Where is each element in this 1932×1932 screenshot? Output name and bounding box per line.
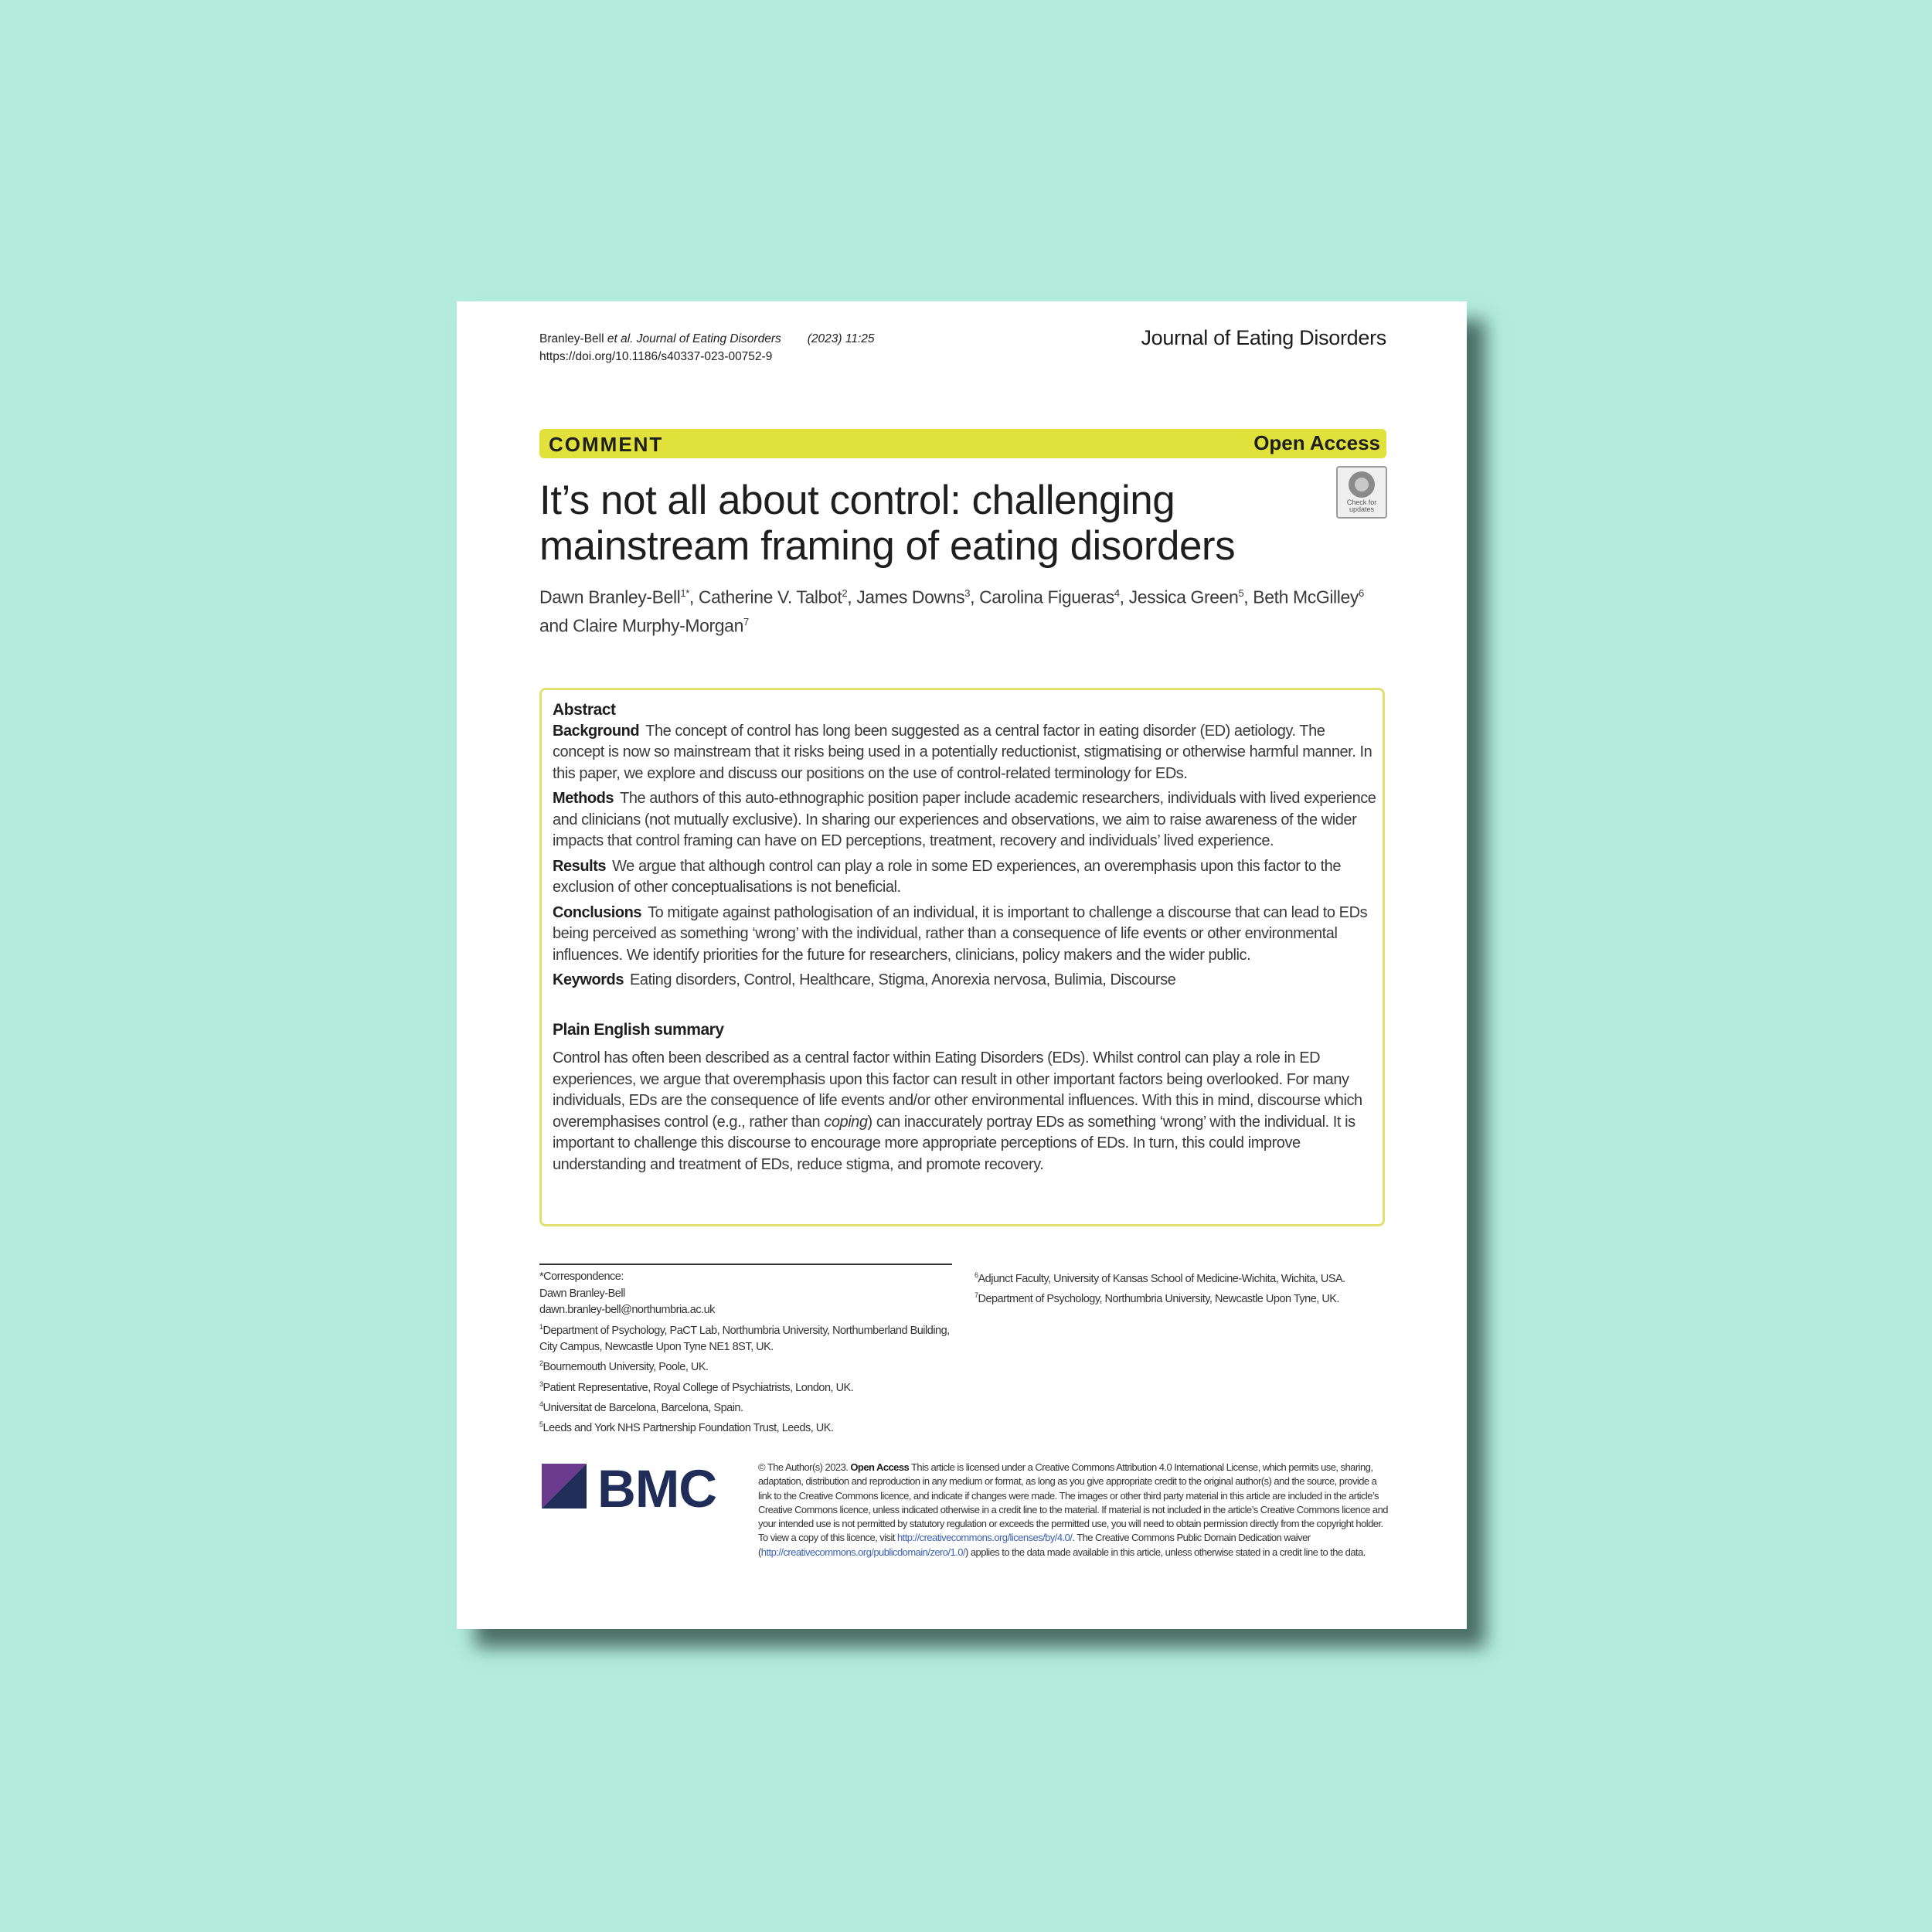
affiliation-item [539,1396,957,1417]
author-name[interactable]: James Downs [856,587,965,607]
open-access-label: Open Access [1253,431,1380,454]
author-affiliation-mark: 4 [1114,587,1120,599]
affiliation-text: Department of Psychology, PaCT Lab, Northumbria University, Northumberland Building, City Campus, Newcastle Upon Tyne NE1 8ST, UK. [539,1324,950,1353]
affiliation-number: 3 [539,1379,543,1388]
affiliation-list-left [539,1319,957,1437]
correspondence-email[interactable]: dawn.branley-bell@northumbria.ac.uk [539,1304,715,1316]
abstract-background: Background The concept of control has long been suggested as a central factor in eating disorder (ED) aetiology. The concept is now so mainstream that it risks being used in a potentially reductionist, stigmatising or otherwise harmful manner. In this paper, we explore and discuss our positions on the use of control-related terminology for EDs. [553,722,1372,782]
correspondence-label: *Correspondence: [539,1270,624,1283]
author-affiliation-mark: 6 [1358,587,1364,599]
footnotes-left [539,1269,957,1437]
bmc-logo [542,1459,733,1519]
author-name[interactable]: Jessica Green [1128,587,1239,607]
affiliation-text: Universitat de Barcelona, Barcelona, Spain. [543,1401,743,1414]
affiliation-text: Patient Representative, Royal College of Psychiatrists, London, UK. [543,1381,854,1394]
affiliation-item [975,1287,1392,1308]
article-type-label: COMMENT [549,433,664,456]
check-for-updates-button[interactable] [1336,466,1387,519]
check-for-updates-text: Check for updates [1346,498,1377,513]
check-for-updates-icon [1349,471,1375,498]
affiliation-number: 7 [975,1291,978,1300]
author-affiliation-mark: 3 [964,587,971,599]
author-affiliation-mark: 1* [680,587,689,599]
paper-page [457,301,1467,1629]
citation-header [539,330,875,366]
affiliation-item [975,1267,1392,1287]
author-name[interactable]: Catherine V. Talbot [698,587,842,607]
public-domain-link[interactable]: http://creativecommons.org/publicdomain/zero/1.0/ [760,1546,966,1558]
license-link[interactable]: http://creativecommons.org/licenses/by/4.0/ [896,1532,1073,1544]
affiliation-text: Bournemouth University, Poole, UK. [543,1361,709,1374]
author-name[interactable]: Beth McGilley [1253,587,1359,607]
affiliation-number: 2 [539,1359,543,1368]
abstract-results: Results We argue that although control can play a role in some ED experiences, an overemphasis upon this factor to the exclusion of other conceptualisations is not beneficial. [553,857,1342,896]
affiliation-text: Leeds and York NHS Partnership Foundation Trust, Leeds, UK. [543,1422,834,1435]
correspondence-name: Dawn Branley-Bell [539,1287,625,1300]
bmc-logo-text: BMC [597,1459,717,1519]
author-affiliation-mark: 7 [743,615,749,628]
plain-english-summary: Control has often been described as a central factor within Eating Disorders (EDs). Whilst control can play a role in ED experiences, we argue that overemphasis upon this factor can result in other important factors being overlooked. For many individuals, EDs are the consequence of life events and/or other environmental influences. With this in mind, discourse which overemphasises control (e.g., rather than coping) can inaccurately portray EDs as something ‘wrong’ with the individual. It is important to challenge this discourse to encourage more appropriate perceptions of EDs. In turn, this could improve understanding and treatment of EDs, reduce stigma, and promote recovery. [553,1049,1362,1173]
affiliation-item [539,1376,957,1396]
footnote-divider [539,1264,952,1265]
bmc-logo-mark [542,1464,587,1509]
author-name[interactable]: Carolina Figueras [979,587,1114,607]
author-affiliation-mark: 2 [842,587,848,599]
author-list: Dawn Branley-Bell$^{1*}$, Catherine V. Talbot$^2$, James Downs$^3$, Carolina Figueras$^4$, Jessica Green$^5$, Beth McGilley$^6$ and Claire Murphy-Morgan$^7$ [539,587,1364,636]
affiliation-number: 5 [539,1420,543,1429]
abstract-keywords: Keywords Eating disorders, Control, Healthcare, Stigma, Anorexia nervosa, Bulimia, Discourse [553,971,1176,988]
article-type-banner [539,429,1386,458]
affiliation-number: 6 [975,1271,978,1279]
plain-english-heading: Plain English summary [553,1020,724,1039]
article-title: It’s not all about control: challenging mainstream framing of eating disorders [539,478,1236,569]
affiliation-number: 1 [539,1322,543,1331]
affiliation-text: Adjunct Faculty, University of Kansas School of Medicine-Wichita, Wichita, USA. [978,1272,1345,1285]
abstract-box [539,688,1385,1226]
affiliation-number: 4 [539,1400,543,1408]
affiliation-item [539,1319,957,1356]
doi-link[interactable]: https://doi.org/10.1186/s40337-023-00752-9 [539,350,773,363]
citation-year: (2023) 11:25 [807,332,875,345]
citation-authors: Branley-Bell [539,332,607,345]
citation-journal: et al. Journal of Eating Disorders [607,332,781,345]
affiliation-item [539,1355,957,1376]
author-name[interactable]: Dawn Branley-Bell [539,587,681,607]
footnotes-right [975,1267,1392,1308]
abstract-conclusions: Conclusions To mitigate against pathologisation of an individual, it is important to challenge a discourse that can lead to EDs being perceived as something ‘wrong’ with the individual, rather than a consequence of life events or other environmental influences. We identify priorities for the future for researchers, clinicians, policy makers and the wider public. [553,903,1368,964]
author-name[interactable]: Claire Murphy-Morgan [573,615,743,636]
license-statement: © The Author(s) 2023. Open Access This article is licensed under a Creative Commons Attribution 4.0 International License, which permits use, sharing, adaptation, distribution and reproduction in any medium or format, as long as you give appropriate credit to the original author(s) and the source, provide a link to the Creative Commons licence, and indicate if changes were made. The images or other third party material in this article are included in the article’s Creative Commons licence, unless indicated otherwise in a credit line to the material. If material is not included in the article’s Creative Commons licence and your intended use is not permitted by statutory regulation or exceeds the permitted use, you will need to obtain permission directly from the copyright holder. To view a copy of this licence, visit http://creativecommons.org/licenses/by/4.0/. The Creative Commons Public Domain Dedication waiver (http://creativecommons.org/publicdomain/zero/1.0/) applies to the data made available in this article, unless otherwise stated in a credit line to the data. [758,1461,1388,1558]
abstract-methods: Methods The authors of this auto-ethnographic position paper include academic researchers, individuals with lived experience and clinicians (not mutually exclusive). In sharing our experiences and observations, we aim to raise awareness of the wider impacts that control framing can have on ED perceptions, treatment, recovery and individuals’ lived experience. [553,790,1376,849]
author-affiliation-mark: 5 [1238,587,1244,599]
journal-name: Journal of Eating Disorders [1141,326,1386,349]
affiliation-text: Department of Psychology, Northumbria University, Newcastle Upon Tyne, UK. [978,1293,1339,1306]
affiliation-item [539,1417,957,1437]
abstract-heading: Abstract [553,701,616,719]
